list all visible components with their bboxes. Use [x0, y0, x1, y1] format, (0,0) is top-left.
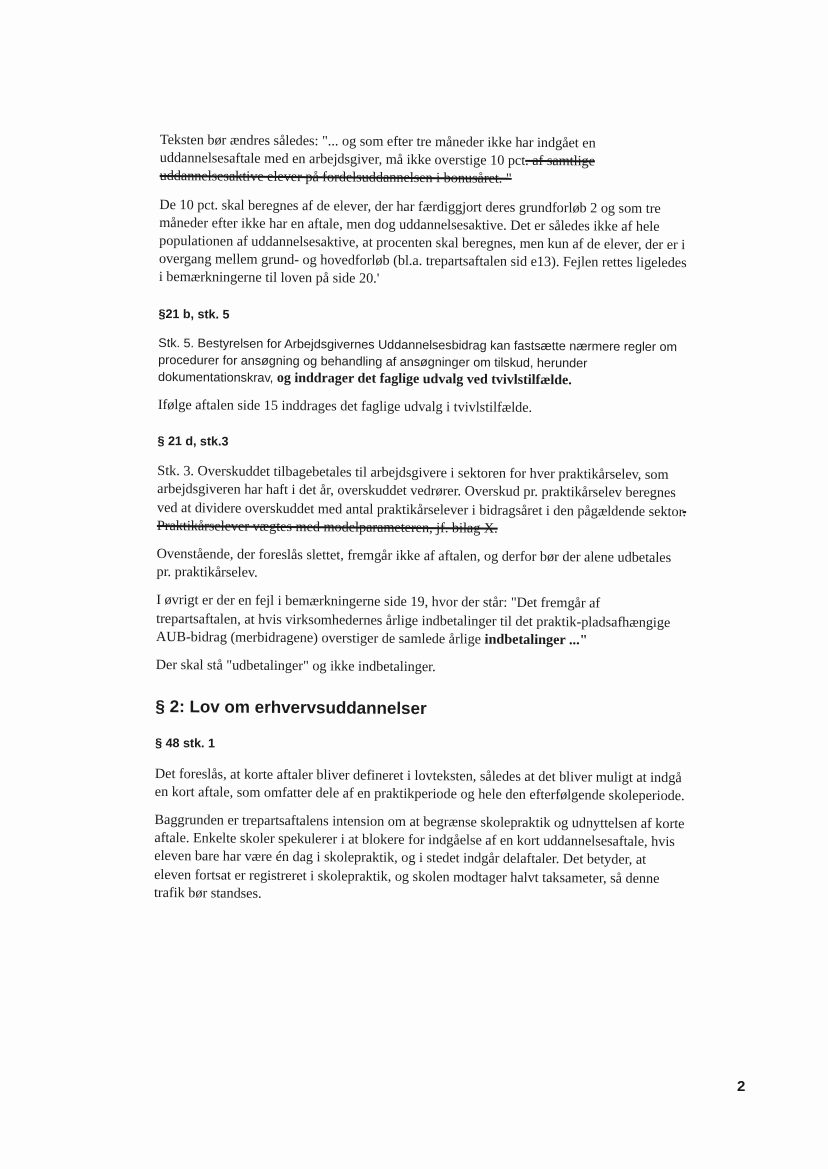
paragraph-text: Teksten bør ændres således: "... og som efter tre måneder ikke har indgået en uddannelsesaftale med en arbejdsgiver, må ikke overstige 10 pct: [159, 131, 596, 170]
page-number: 2: [737, 1078, 746, 1095]
struck-text: . Praktikårselever vægtes med modelparameteren, jf. bilag X.: [156, 503, 687, 537]
paragraph-background: Baggrunden er trepartsaftalens intension om at begrænse skolepraktik og udnyttelsen af korte aftale. Enkelte skoler spekulerer i at blokere for indgåelse af en kort uddannelsesaftale, hvis eleven bare har være én dag i skolepraktik, og i stedet indgår delaftaler. Det betyder, at eleven fortsat er registreret i skolepraktik, og skolen modtager halvt taksameter, så denne trafik bør standses.: [153, 812, 685, 902]
section-heading-21d: § 21 d, stk.3: [157, 434, 229, 449]
section-heading-21b: §21 b, stk. 5: [158, 306, 230, 322]
paragraph-text-change: [160, 131, 690, 190]
paragraph-explanation: De 10 pct. skal beregnes af de elever, der har færdiggjort deres grundforløb 2 og som tre måneder efter ikke har en aftale, men dog uddannelsesaktive. Det er således ikke af hele populationen af uddannelsesaktive, at procenten skal beregnes, men kun af de elever, der er i overgang mellem grund- og hovedforløb (bl.a. trepartsaftalen sid e13). Fejlen rettes ligeledes i bemærkningerne til loven på side 20.': [158, 196, 687, 288]
paragraph-stk3: [157, 462, 688, 539]
paragraph-text: I øvrigt er der en fejl i bemærkningerne side 19, hvor der står: "Det fremgår af trepartsaftalen, at hvis virksomhedernes årlige indbetalinger til det praktik-pladsafhængige AUB-bidrag (merbidragene) overstiger de samlede årlige: [155, 592, 671, 648]
paragraph-proposal: Det foreslås, at korte aftaler bliver defineret i lovteksten, således at det bliver muligt at indgå en kort aftale, som omfatter dele af en praktikperiode og hele den efterfølgende skoleperiode.: [154, 765, 685, 805]
paragraph-error-note: [156, 591, 686, 650]
paragraph-text: Stk. 3. Overskuddet tilbagebetales til arbejdsgivere i sektoren for hver praktikårselev, som arbejdsgiveren har haft i det år, overskuddet vedrører. Overskud pr. praktikårselev beregnes ved at dividere overskuddet med antal praktikårselever i bidragsåret i den pågældende sektor: [156, 463, 683, 520]
paragraph-deletion-note: Ovenstående, der foreslås slettet, fremgår ikke af aftalen, og derfor bør der alene udbetales pr. praktikårselev.: [156, 546, 672, 582]
paragraph-stk5: [158, 335, 688, 390]
struck-text: . af samtlige uddannelsesaktive elever på fordelsuddannelsen i bonusåret. ": [159, 153, 595, 188]
paragraph-text: Stk. 5. Bestyrelsen for Arbejdsgivernes Uddannelsesbidrag kan fastsætte nærmere regler om procedurer for ansøgning og behandling af ansøgninger om tilskud, herunder dokumentationskrav,: [158, 335, 678, 385]
paragraph-note: Ifølge aftalen side 15 inddrages det faglige udvalg i tvivlstilfælde.: [157, 396, 533, 416]
bold-inserted-text: og inddrager det faglige udvalg ved tvivlstilfælde.: [273, 370, 572, 389]
paragraph-correction: Der skal stå "udbetalinger" og ikke indbetalinger.: [155, 657, 436, 676]
document-body: [154, 131, 690, 916]
bold-text: indbetalinger ...": [484, 631, 588, 649]
section-heading-48: § 48 stk. 1: [155, 736, 216, 751]
main-section-heading: § 2: Lov om erhvervsuddannelser: [155, 697, 427, 719]
